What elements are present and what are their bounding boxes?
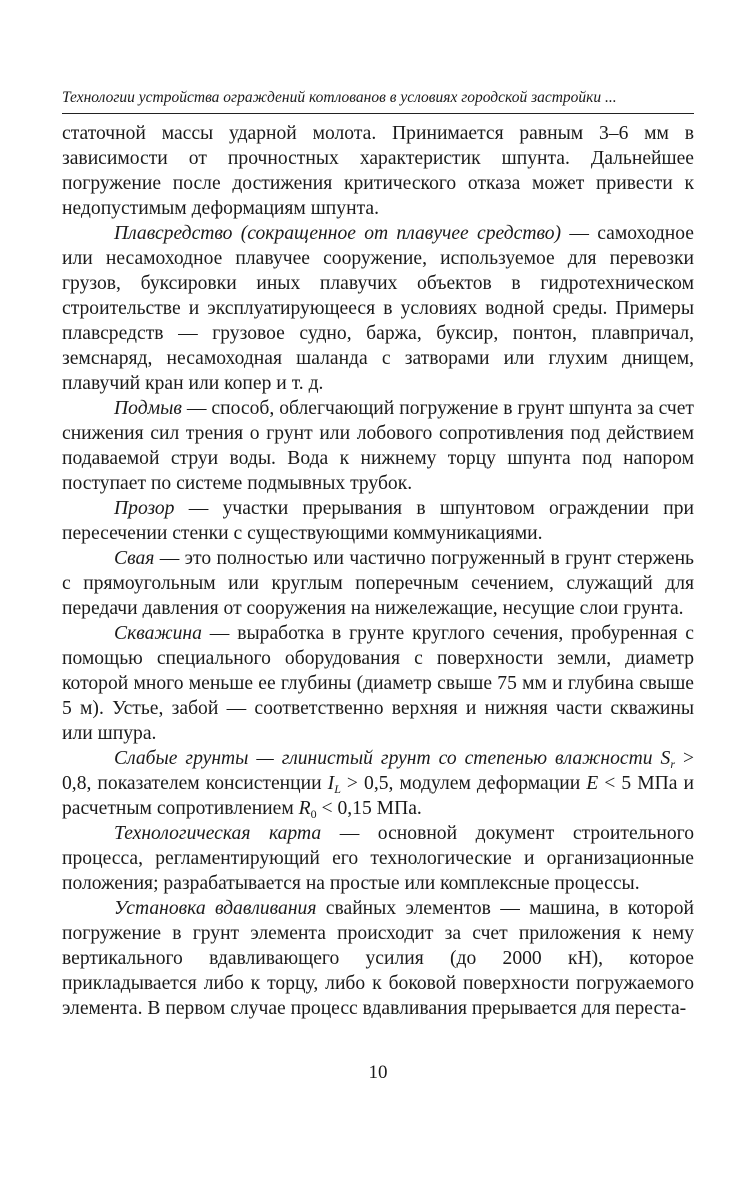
term-slabye-grunty: Слабые грунты — глинистый грунт со степенью влажности: [114, 748, 653, 769]
definition-text: свайных элементов — машина, в которой погружение в грунт элемента происходит за счет приложения к нему вертикального вдавливающего усилия (до 2000 кН), которое прикладывается либо к торцу, либо к боковой поверхности погружаемого элемента. В первом случае процесс вдавливания прерывается для переста-: [62, 898, 694, 1019]
term-ustanovka: Установка вдавливания: [114, 898, 317, 919]
paragraph-continuation: [62, 121, 694, 221]
definition-text: — способ, облегчающий погружение в грунт шпунта за счет снижения сил трения о грунт или лобового сопротивления под действием подаваемой струи воды. Вода к нижнему торцу шпунта под напором поступает по системе подмывных трубок.: [62, 398, 694, 494]
term-podmyv: Подмыв: [114, 398, 182, 419]
definition-text: > 0,8, показателем консистенции: [62, 748, 694, 794]
definition-svaya: [62, 546, 694, 621]
term-prozor: Прозор: [114, 498, 175, 519]
symbol-e: E: [586, 773, 599, 794]
definition-text: < 0,15 МПа.: [316, 798, 422, 819]
paragraph-text: статочной массы ударной молота. Принимается равным 3–6 мм в зависимости от прочностных характеристик шпунта. Дальнейшее погружение после достижения критического отказа может привести к недопустимым деформациям шпунта.: [62, 123, 694, 219]
term-tekhkarta: Технологическая карта: [114, 823, 322, 844]
symbol-i: I: [327, 773, 335, 794]
term-plavsredstvo: Плавсредство (сокращенное от плавучее средство): [114, 223, 562, 244]
definition-slabye-grunty: [62, 746, 694, 821]
page-number: 10: [368, 1062, 388, 1083]
definition-text: — участки прерывания в шпунтовом ограждении при пересечении стенки с существующими коммуникациями.: [62, 498, 694, 544]
definition-podmyv: [62, 396, 694, 496]
term-skvazhina: Скважина: [114, 623, 202, 644]
term-svaya: Свая: [114, 548, 155, 569]
body-text: [62, 121, 694, 1021]
subscript-r: r: [670, 757, 675, 771]
definition-text: > 0,5, модулем деформации: [340, 773, 587, 794]
definition-text: — выработка в грунте круглого сечения, пробуренная с помощью специального оборудования с поверхности земли, диаметр которой много меньше ее глубины (диаметр свыше 75 мм и глубина свыше 5 м). Устье, забой — соответственно верхняя и нижняя части скважины или шпура.: [62, 623, 694, 744]
definition-prozor: [62, 496, 694, 546]
header-rule: [62, 113, 694, 114]
definition-text: — основной документ строительного процесса, регламентирующий его технологические и организационные положения; разрабатывается на простые или комплексные процессы.: [62, 823, 695, 894]
definition-skvazhina: [62, 621, 694, 746]
subscript-0: 0: [310, 807, 317, 821]
definition-text: — самоходное или несамоходное плавучее сооружение, используемое для перевозки грузов, буксировки иных плавучих объектов в гидротехническом строительстве и эксплуатирующееся в условиях водной среды. Примеры плавсредств — грузовое судно, баржа, буксир, понтон, плавпричал, земснаряд, несамоходная шаланда с затворами или глухим днищем, плавучий кран или копер и т. д.: [62, 223, 695, 394]
running-header: Технологии устройства ограждений котлованов в условиях городской застройки ...: [62, 89, 617, 106]
definition-text: — это полностью или частично погруженный в грунт стержень с прямоугольным или круглым поперечным сечением, служащий для передачи давления от сооружения на нижележащие, несущие слои грунта.: [62, 548, 694, 619]
definition-plavsredstvo: [62, 221, 694, 396]
definition-ustanovka: [62, 896, 694, 1021]
definition-tekhkarta: [62, 821, 694, 896]
symbol-s: S: [660, 748, 671, 769]
symbol-r: R: [298, 798, 311, 819]
definition-text: < 5 МПа и расчетным сопротивлением: [62, 773, 694, 819]
subscript-l: L: [334, 782, 341, 796]
